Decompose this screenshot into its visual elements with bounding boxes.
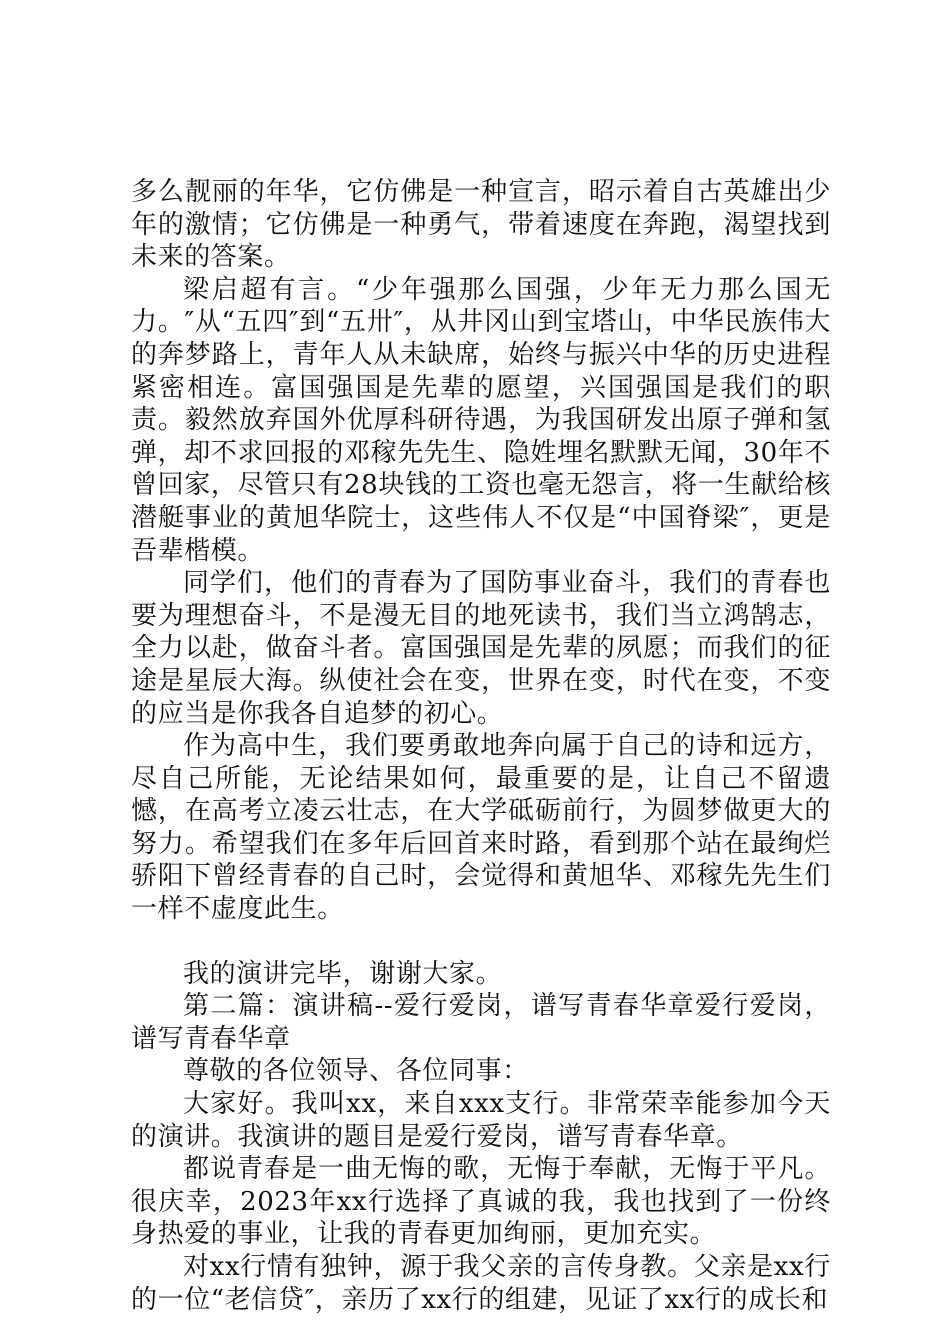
paragraph-father-influence: 对xx行情有独钟，源于我父亲的言传身教。父亲是xx行的一位“老信贷″，亲历了xx行的组建，见证了xx行的成长和 (131, 1252, 831, 1315)
paragraph-youth-declaration: 多么靓丽的年华，它仿佛是一种宣言，昭示着自古英雄出少年的激情；它仿佛是一种勇气，带着速度在奔跑，渴望找到未来的答案。 (131, 177, 831, 273)
paragraph-youth-song: 都说青春是一曲无悔的歌，无悔于奉献，无悔于平凡。很庆幸，2023年xx行选择了真诚的我，我也找到了一份终身热爱的事业，让我的青春更加绚丽，更加充实。 (131, 1154, 831, 1250)
paragraph-spacer (131, 926, 831, 958)
paragraph-liang-qichao-quote: 梁启超有言。“少年强那么国强，少年无力那么国无力。″从“五四″到“五卅″，从井冈山到宝塔山，中华民族伟大的奔梦路上，青年人从未缺席，始终与振兴中华的历史进程紧密相连。富国强国是先辈的愿望，兴国强国是我们的职责。毅然放弃国外优厚科研待遇，为我国研发出原子弹和氢弹，却不求回报的邓稼先先生、隐姓埋名默默无闻，30年不曾回家，尽管只有28块钱的工资也毫无怨言，将一生献给核潜艇事业的黄旭华院士，这些伟人不仅是“中国脊梁″，更是吾辈楷模。 (131, 274, 831, 566)
paragraph-salutation: 尊敬的各位领导、各位同事： (183, 1056, 529, 1087)
paragraph-self-introduction: 大家好。我叫xx，来自xxx支行。非常荣幸能参加今天的演讲。我演讲的题目是爱行爱岗，谱写青春华章。 (131, 1089, 831, 1152)
paragraph-high-school-students: 作为高中生，我们要勇敢地奔向属于自己的诗和远方，尽自己所能，无论结果如何，最重要的是，让自己不留遗憾，在高考立凌云壮志，在大学砥砺前行，为圆梦做更大的努力。希望我们在多年后回首来时路，看到那个站在最绚烂骄阳下曾经青春的自己时，会觉得和黄旭华、邓稼先先生们一样不虚度此生。 (131, 731, 831, 925)
section-heading-second-speech: 第二篇：演讲稿--爱行爱岗，谱写青春华章爱行爱岗，谱写青春华章 (131, 991, 831, 1054)
paragraph-classmates: 同学们，他们的青春为了国防事业奋斗，我们的青春也要为理想奋斗，不是漫无目的地死读书，我们当立鸿鹄志，全力以赴，做奋斗者。富国强国是先辈的夙愿；而我们的征途是星辰大海。纵使社会在变，世界在变，时代在变，不变的应当是你我各自追梦的初心。 (131, 568, 831, 729)
paragraph-speech-closing: 我的演讲完毕，谢谢大家。 (183, 958, 503, 989)
document-body (131, 176, 831, 1316)
